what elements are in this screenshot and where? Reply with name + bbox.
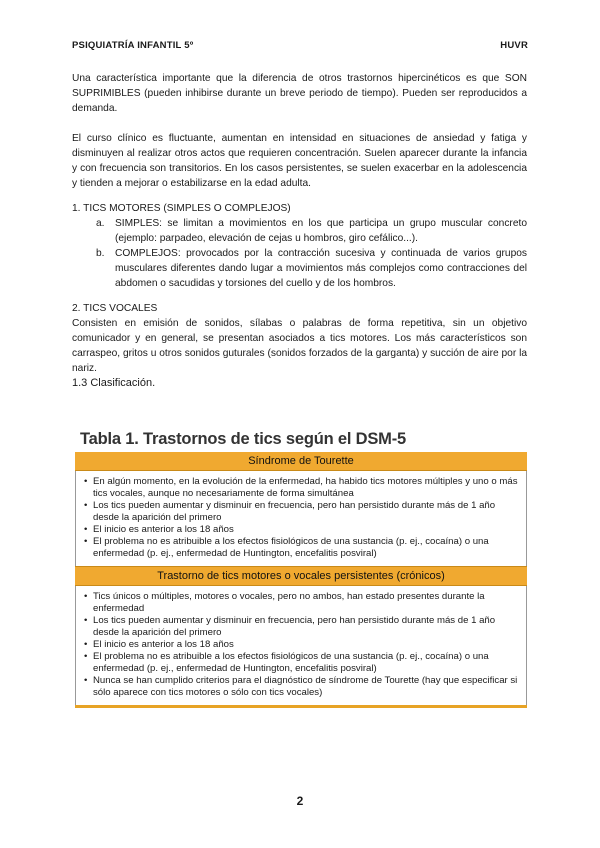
vocal-tics-text: Consisten en emisión de sonidos, sílabas o palabras de forma repetitiva, sin un objetivo comunicador y en general, se presentan asociados a tics motores. Los más característicos son carraspeo, gritos u otros sonidos guturales (sonidos forzados de la garganta) y succión de aire por la nariz. [72,318,527,374]
page-header [72,40,528,54]
table-criterion: • El problema no es atribuible a los efectos fisiológicos de una sustancia (p. ej., cocaína) o una enfermedad (p. ej., enfermedad de Huntington, encefalitis posviral) [84,651,489,674]
bullet-icon: • [84,591,88,602]
bullet-icon: • [84,536,88,547]
list-marker: a. [96,218,105,229]
table-cell-persistent-tics [75,586,527,705]
table-band-tourette: Síndrome de Tourette [75,452,527,471]
table-criterion: • El problema no es atribuible a los efectos fisiológicos de una sustancia (p. ej., cocaína) o una enfermedad (p. ej., enfermedad de Huntington, encefalitis posviral) [84,536,489,559]
list-item [96,216,527,246]
bullet-icon: • [84,500,88,511]
bullet-icon: • [84,476,88,487]
vocal-tics-title: 2. TICS VOCALES [72,303,158,314]
list-marker: b. [96,248,105,259]
table-criterion: • Tics únicos o múltiples, motores o vocales, pero no ambos, han estado presentes durante la enfermedad [84,591,485,614]
header-institution: HUVR [500,40,528,51]
list-item-text: COMPLEJOS: provocados por la contracción sucesiva y continuada de varios grupos musculares diferentes dando lugar a movimientos más complejos como contracciones del abdomen o sacudidas y torsiones del cuello y de los hombros. [115,248,527,289]
table-criterion: • El inicio es anterior a los 18 años [84,524,234,535]
list-item [96,246,527,291]
table-criterion: • Los tics pueden aumentar y disminuir en frecuencia, pero han persistido durante más de 1 año desde la aparición del primero [84,500,496,523]
body-text [72,71,527,391]
table-criterion: • Los tics pueden aumentar y disminuir en frecuencia, pero han persistido durante más de 1 año desde la aparición del primero [84,615,496,638]
page-number: 2 [296,794,304,808]
paragraph-suprimibles: Una característica importante que la diferencia de otros trastornos hipercinéticos es que SON SUPRIMIBLES (pueden inhibirse durante un breve periodo de tiempo). Pueden ser reproducidos a demanda. [72,73,527,114]
table-criterion: • El inicio es anterior a los 18 años [84,639,234,650]
table-criterion: • Nunca se han cumplido criterios para el diagnóstico de síndrome de Tourette (hay que especificar si sólo aparece con tics motores o sólo con tics vocales) [84,675,518,698]
header-course-title: PSIQUIATRÍA INFANTIL 5º [72,40,194,51]
list-item-text: SIMPLES: se limitan a movimientos en los que participa un grupo muscular concreto (ejemplo: parpadeo, elevación de cejas u hombros, giro cefálico...). [115,218,527,244]
bullet-icon: • [84,615,88,626]
motor-tics-list [72,216,527,291]
table-cell-tourette [75,471,527,566]
bullet-icon: • [84,675,88,686]
dsm5-tic-disorders-table [75,452,527,708]
table-title: Tabla 1. Trastornos de tics según el DSM-5 [80,430,406,448]
table-criterion: • En algún momento, en la evolución de la enfermedad, ha habido tics motores múltiples y uno o más tics vocales, aunque no necesariamente de forma simultánea [84,476,518,499]
bullet-icon: • [84,524,88,535]
bullet-icon: • [84,651,88,662]
bullet-icon: • [84,639,88,650]
subsection-heading: 1.3 Clasificación. [72,377,156,389]
table-band-persistent-tics: Trastorno de tics motores o vocales persistentes (crónicos) [75,566,527,586]
paragraph-clinical-course: El curso clínico es fluctuante, aumentan en intensidad en situaciones de ansiedad y fatiga y disminuyen al realizar otros actos que requieren concentración. Suelen aparecer durante la infancia y con frecuencia son transitorios. En los casos persistentes, se suelen exacerbar en la adolescencia y tienden a mejorar o estabilizarse en la edad adulta. [72,133,527,189]
motor-tics-title: 1. TICS MOTORES (SIMPLES O COMPLEJOS) [72,203,291,214]
